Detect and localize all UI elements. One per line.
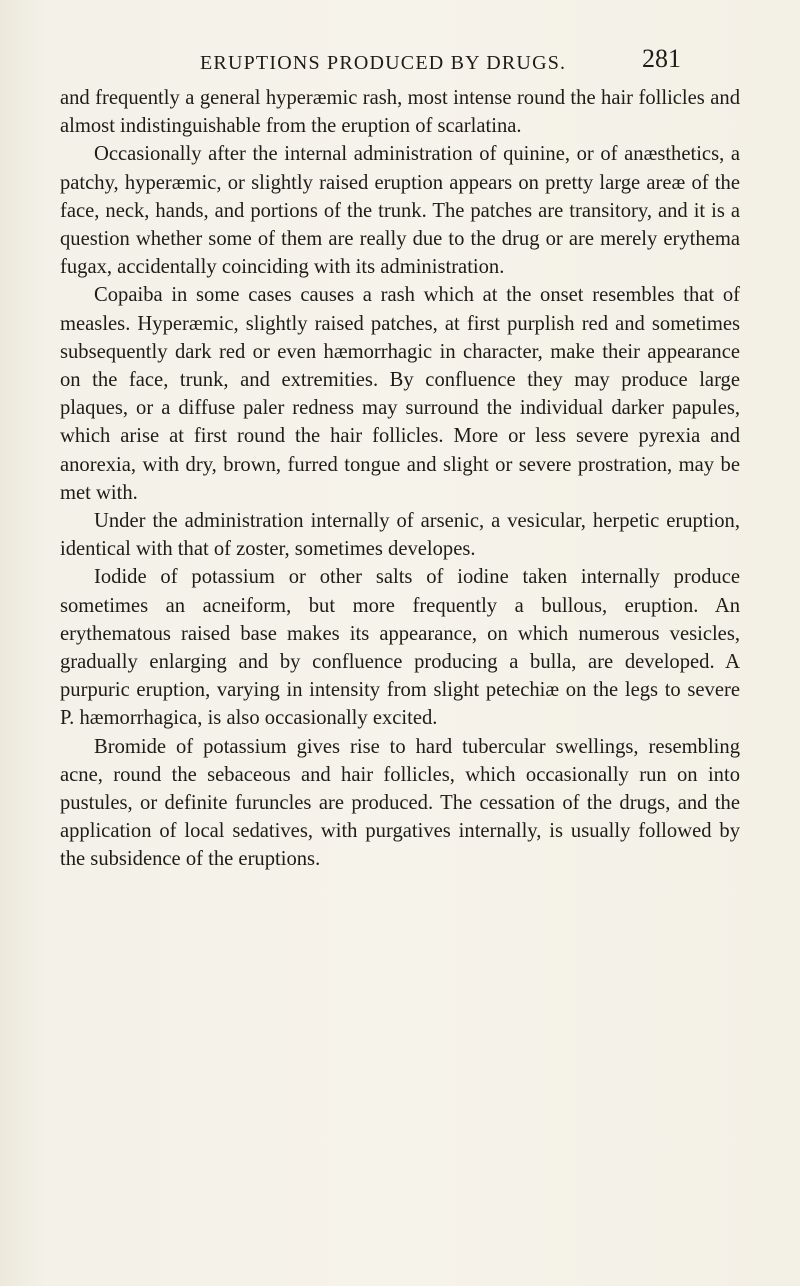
paragraph-copaiba: Copaiba in some cases causes a rash which at the onset resembles that of measles. Hyperæmic, slightly raised patches, at first purplish red and sometimes subsequently dark red or even hæmorrhagic in character, make their appearance on the face, trunk, and extremities. By confluence they may produce large plaques, or a diffuse paler redness may surround the individual darker papules, which arise at first round the hair follicles. More or less severe pyrexia and anorexia, with dry, brown, furred tongue and slight or severe prostration, may be met with. [60,284,740,504]
paragraph-bromide: Bromide of potassium gives rise to hard tubercular swellings, resembling acne, round the sebaceous and hair follicles, which occasionally run on into pustules, or definite furuncles are produced. The cessation of the drugs, and the application of local sedatives, with purgatives internally, is usually followed by the subsidence of the eruptions. [60,735,740,871]
page-number: 281 [642,44,681,73]
paragraph-quinine: Occasionally after the internal administration of quinine, or of anæsthetics, a patchy, hyperæmic, or slightly raised eruption appears on pretty large areæ of the face, neck, hands, and portions of the trunk. The patches are transitory, and it is a question whether some of them are really due to the drug or are merely erythema fugax, accidentally coinciding with its administration. [60,143,740,279]
body-text [60,84,740,874]
paragraph-arsenic: Under the administration internally of arsenic, a vesicular, herpetic eruption, identical with that of zoster, sometimes developes. [60,510,740,561]
paragraph-continuation: and frequently a general hyperæmic rash, most intense round the hair follicles and almost indistinguishable from the eruption of scarlatina. [60,87,740,138]
running-head: ERUPTIONS PRODUCED BY DRUGS. [200,52,567,74]
paragraph-iodide: Iodide of potassium or other salts of iodine taken internally produce sometimes an acneiform, but more frequently a bullous, eruption. An erythematous raised base makes its appearance, on which numerous vesicles, gradually enlarging and by confluence producing a bulla, are developed. A purpuric eruption, varying in intensity from slight petechiæ on the legs to severe P. hæmorrhagica, is also occasionally excited. [60,566,740,730]
